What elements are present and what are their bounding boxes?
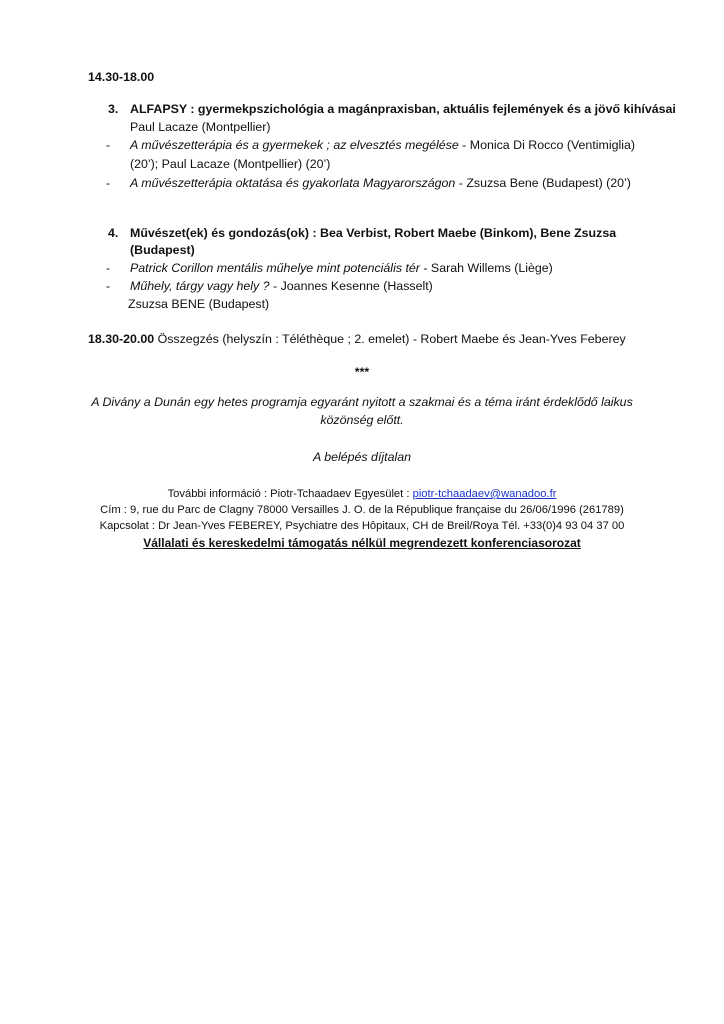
section-4-item-1-dash: - [106,261,111,275]
section-4-item-1-speaker: - Sarah Willems (Liège) [419,261,553,275]
section-3-title-text: ALFAPSY : gyermekpszichológia a magánpraxisban, aktuális fejlemények és a jövő kihívásai [130,102,676,116]
footer-info-line [60,486,664,502]
program-note-line-1: A Divány a Dunán egy hetes programja egyaránt nyitott a szakmai és a téma iránt érdeklődő laikus [91,395,633,409]
section-4-extra-speaker: Zsuzsa BENE (Budapest) [128,297,270,311]
section-3-item-2-dash: - [106,176,111,190]
summary-line [88,331,626,348]
section-4-title [108,225,616,242]
section-3-number: 3. [108,102,119,116]
section-3-item-1-continued: (20’); Paul Lacaze (Montpellier) (20’) [130,157,331,171]
section-4-item-2 [130,278,650,295]
section-3-item-2-speaker: - Zsuzsa Bene (Budapest) (20’) [455,176,631,190]
footer-contact: Kapcsolat : Dr Jean-Yves FEBEREY, Psychiatre des Hôpitaux, CH de Breil/Roya Tél. +33(0)4 93 04 37 00 [99,520,625,532]
email-link[interactable]: piotr-tchaadaev@wanadoo.fr [412,488,557,500]
section-3-item-1 [130,137,650,154]
section-3-item-1-title: A művészetterápia és a gyermekek ; az elvesztés megélése [130,138,459,152]
section-3-chair: Paul Lacaze (Montpellier) [130,120,271,134]
time-block-heading: 14.30-18.00 [88,70,155,84]
section-3-item-2 [130,175,650,192]
footer-sponsorship-note: Vállalati és kereskedelmi támogatás nélkül megrendezett konferenciasorozat [143,536,581,550]
section-3-title [108,101,676,118]
section-4-item-1-title: Patrick Corillon mentális műhelye mint potenciális tér [130,261,420,275]
program-note-line-2: közönség előtt. [320,413,404,427]
free-entry-note: A belépés díjtalan [312,450,412,464]
section-3-item-2-title: A művészetterápia oktatása és gyakorlata Magyarországon [130,176,456,190]
section-4-title-line-2: (Budapest) [130,243,195,257]
section-3-item-1-speaker: - Monica Di Rocco (Ventimiglia) [458,138,636,152]
separator-stars: *** [354,365,370,379]
footer-info-label: További információ : Piotr-Tchaadaev Egyesület : [167,488,413,500]
section-4-number: 4. [108,226,119,240]
section-3-item-1-dash: - [106,138,111,152]
summary-time: 18.30-20.00 [88,332,155,346]
section-4-item-2-title: Műhely, tárgy vagy hely ? [130,279,270,293]
section-4-item-1 [130,260,650,277]
footer-address: Cím : 9, rue du Parc de Clagny 78000 Versailles J. O. de la République française du 26/06/1996 (261789) [100,504,624,516]
section-4-title-line-1: Művészet(ek) és gondozás(ok) : Bea Verbist, Robert Maebe (Binkom), Bene Zsuzsa [130,226,617,240]
summary-text: Összegzés (helyszín : Téléthèque ; 2. emelet) - Robert Maebe és Jean-Yves Feberey [154,332,626,346]
section-4-item-2-speaker: - Joannes Kesenne (Hasselt) [269,279,433,293]
section-4-item-2-dash: - [106,279,111,293]
